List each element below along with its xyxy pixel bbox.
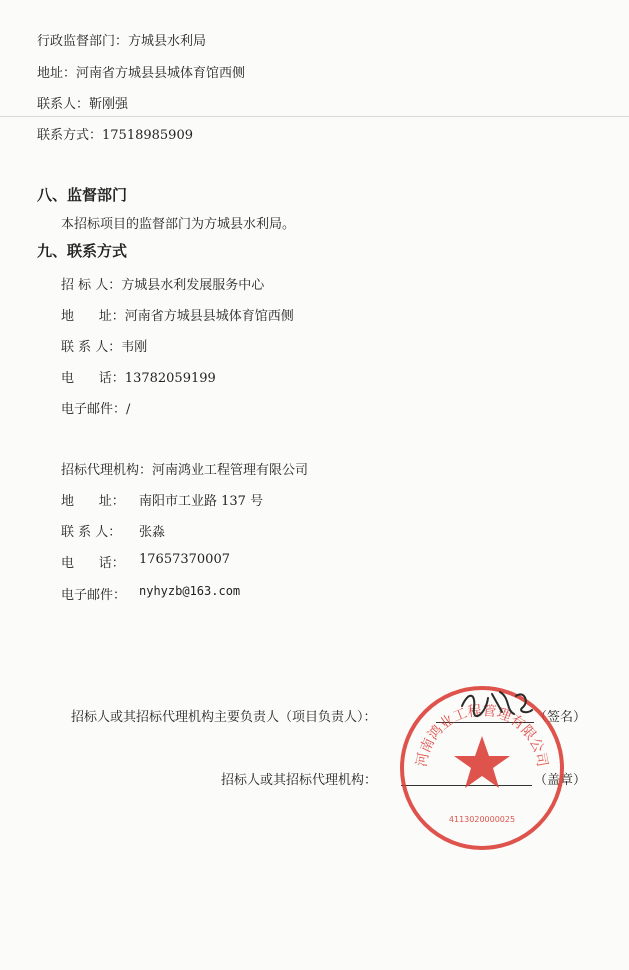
svg-text:4113020000025: 4113020000025 <box>448 815 516 824</box>
section8-body: 本招标项目的监督部门为方城县水利局。 <box>61 217 296 232</box>
tenderer-address: 地 址：河南省方城县县城体育馆西侧 <box>61 309 294 324</box>
tenderer-name: 招 标 人：方城县水利发展服务中心 <box>61 278 265 293</box>
agency-address-value: 南阳市工业路 137 号 <box>139 494 264 509</box>
signature-line-2-prefix: 招标人或其招标代理机构： <box>221 773 378 788</box>
agency-email-label: 电子邮件： <box>61 588 127 603</box>
signature-line-1-prefix: 招标人或其招标代理机构主要负责人（项目负责人）： <box>71 710 377 725</box>
agency-email-value: nyhyzb@163.com <box>139 584 241 598</box>
agency-address-label: 地 址： <box>61 494 125 509</box>
tenderer-phone: 电 话：13782059199 <box>61 371 216 386</box>
contact-line: 联系人：靳刚强 <box>37 97 129 112</box>
supervisor-line: 行政监督部门：方城县水利局 <box>37 34 207 49</box>
tenderer-contact: 联 系 人：韦刚 <box>61 340 148 355</box>
agency-phone-value: 17657370007 <box>139 552 230 567</box>
address-line: 地址：河南省方城县县城体育馆西侧 <box>37 66 246 81</box>
section9-heading: 九、联系方式 <box>37 242 128 260</box>
handwritten-signature <box>458 684 536 720</box>
section8-heading: 八、监督部门 <box>37 186 128 204</box>
agency-contact-label: 联 系 人： <box>61 525 122 540</box>
agency-phone-label: 电 话： <box>61 556 125 571</box>
agency-contact-value: 张淼 <box>139 525 166 540</box>
svg-text:河南鸿业工程管理有限公司: 河南鸿业工程管理有限公司 <box>413 702 551 769</box>
signature-line-2-suffix: （盖章） <box>534 773 587 788</box>
page-fold-divider <box>0 116 629 117</box>
phone-line: 联系方式：17518985909 <box>37 128 193 143</box>
agency-name: 招标代理机构：河南鸿业工程管理有限公司 <box>61 463 309 478</box>
tenderer-email: 电子邮件：/ <box>61 402 131 417</box>
signature-line-1-suffix: （签名） <box>534 710 587 725</box>
